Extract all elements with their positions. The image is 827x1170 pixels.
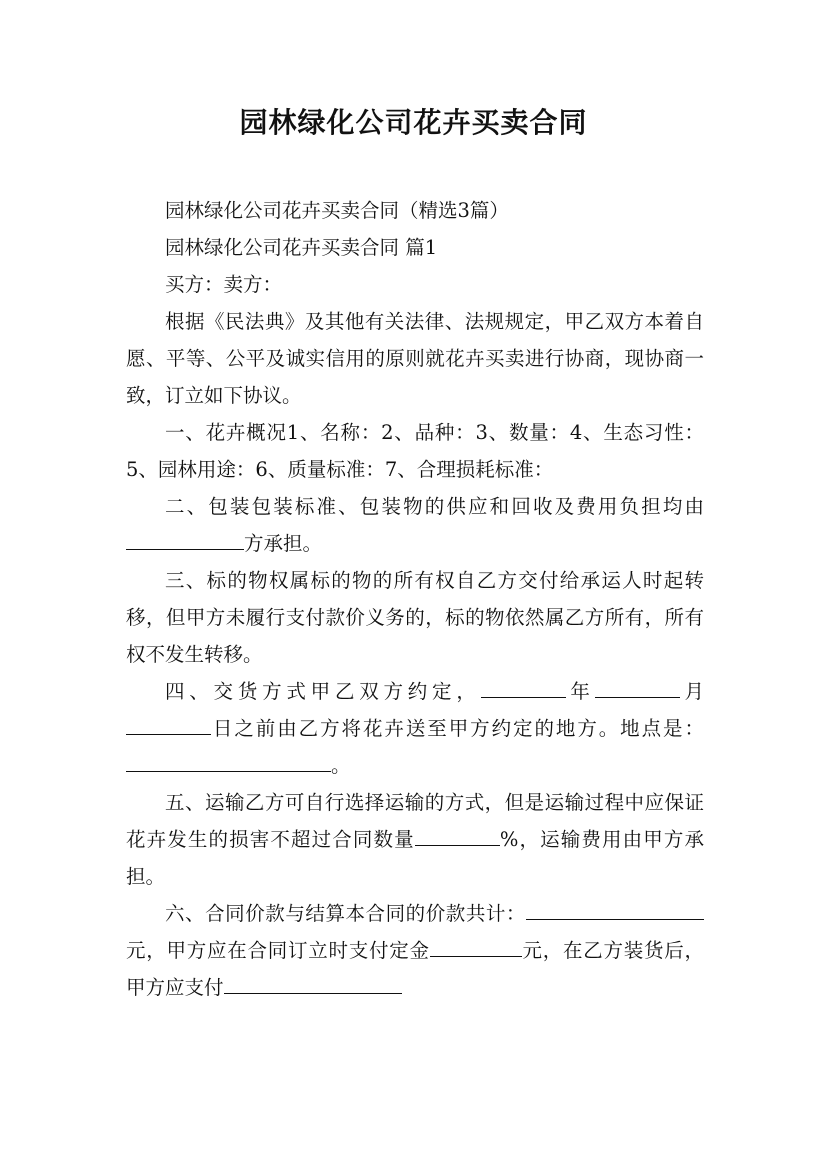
clause-4-month-label: 月 <box>679 680 704 703</box>
blank-line <box>126 529 244 550</box>
clause-6-text: 六、合同价款与结算本合同的价款共计： <box>165 902 526 925</box>
blank-year <box>481 677 566 698</box>
clause-5-end: %，运输费用由甲方承担。 <box>126 828 704 888</box>
intro-paragraph: 根据《民法典》及其他有关法律、法规规定，甲乙双方本着自愿、平等、公平及诚实信用的原则就花卉买卖进行协商，现协商一致，订立如下协议。 <box>126 310 704 407</box>
document-title: 园林绿化公司花卉买卖合同 <box>239 106 588 139</box>
clause-2-end: 方承担。 <box>244 532 323 555</box>
clause-6 <box>126 895 704 1006</box>
clause-5-text: 五、运输乙方可自行选择运输的方式，但是运输过程中应保证花卉发生的损害不超过合同数量 <box>126 791 704 851</box>
document-body <box>126 192 704 1006</box>
clause-4-text: 四、交货方式甲乙双方约定， <box>165 680 481 703</box>
parties-line: 买方：卖方： <box>165 273 283 296</box>
clause-2 <box>126 488 704 562</box>
clause-1: 一、花卉概况1、名称：2、品种：3、数量：4、生态习性：5、园林用途：6、质量标准：7、合理损耗标准： <box>126 421 704 481</box>
clause-3: 三、标的物权属标的物的所有权自乙方交付给承运人时起转移，但甲方未履行支付款价义务的，标的物依然属乙方所有，所有权不发生转移。 <box>126 569 704 666</box>
blank-payment <box>224 973 402 994</box>
blank-deposit <box>430 936 522 957</box>
clause-4 <box>126 673 704 784</box>
blank-total-price <box>526 899 704 920</box>
blank-day <box>126 714 211 735</box>
clause-4-end: 。 <box>331 754 351 777</box>
clause-4-text-2: 日之前由乙方将花卉送至甲方约定的地方。地点是： <box>211 717 704 740</box>
clause-6-text-2: 元，甲方应在合同订立时支付定金 <box>126 939 430 962</box>
clause-2-text: 二、包装包装标准、包装物的供应和回收及费用负担均由 <box>165 495 704 518</box>
document-subtitle: 园林绿化公司花卉买卖合同（精选3篇） <box>165 199 509 222</box>
blank-location <box>126 751 331 772</box>
section-heading: 园林绿化公司花卉买卖合同 篇1 <box>165 236 438 259</box>
clause-4-year-label: 年 <box>565 680 595 703</box>
clause-5 <box>126 784 704 895</box>
blank-month <box>595 677 680 698</box>
clause-6-text-3: 元，在乙方装货后，甲方应支付 <box>126 939 704 999</box>
blank-percent <box>415 825 500 846</box>
